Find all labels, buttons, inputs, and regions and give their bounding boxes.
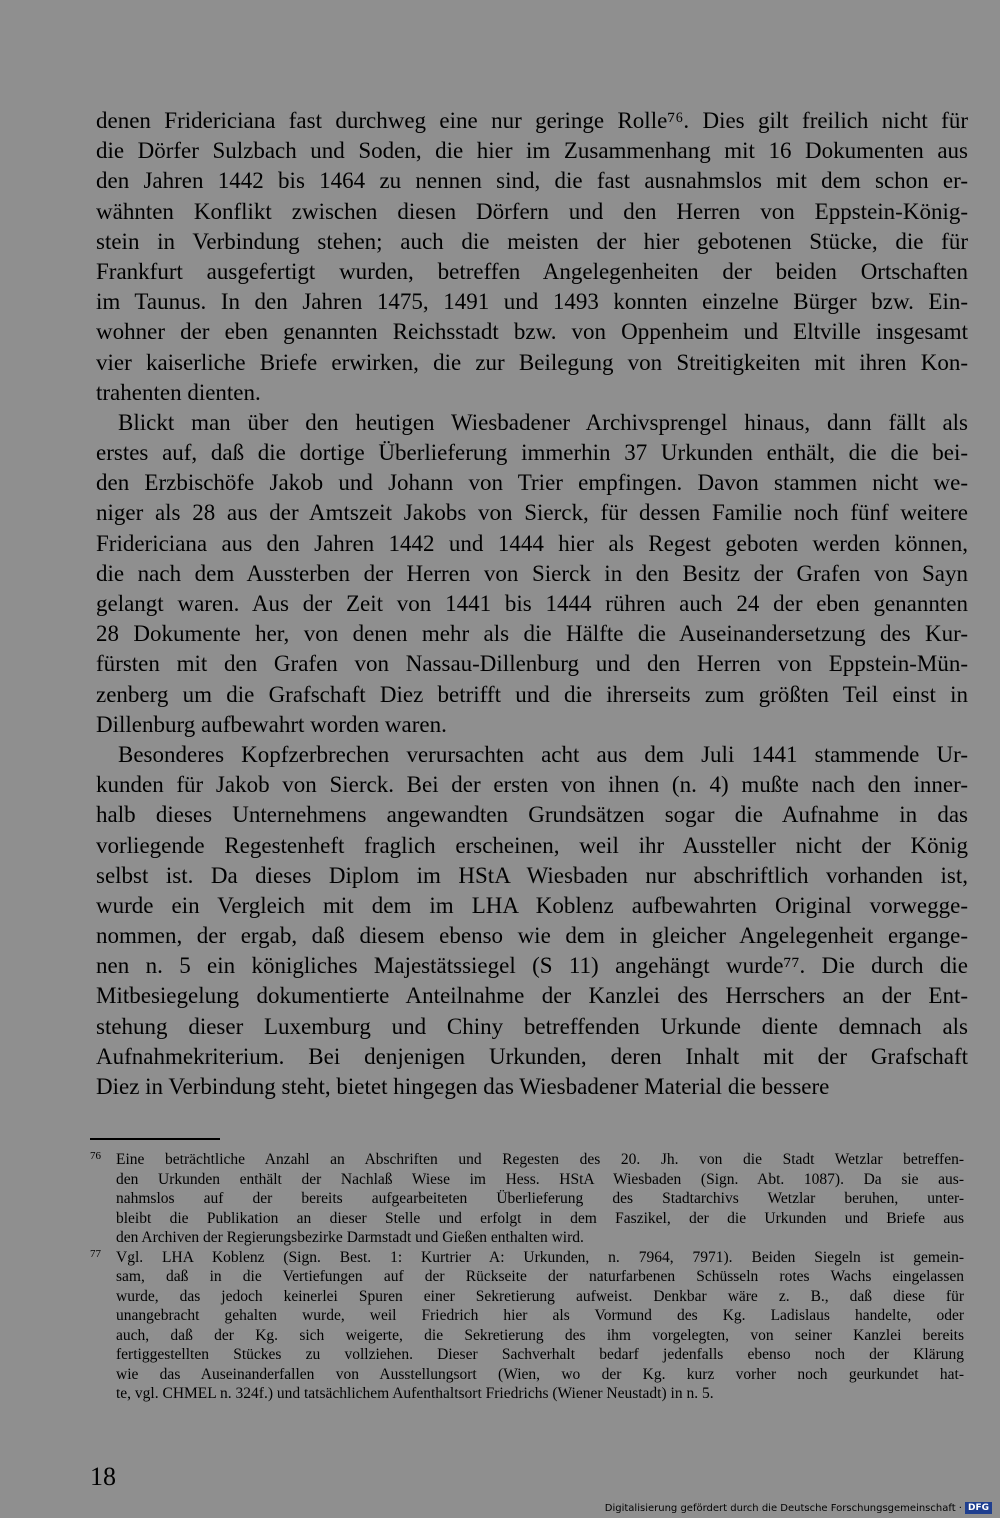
text-line: niger als 28 aus der Amtszeit Jakobs von Sierck, für dessen Familie noch fünf weitere (96, 500, 968, 526)
footnote-line: fertiggestellten Stückes zu vollziehen. Dieser Sachverhalt bedarf jedenfalls ebenso noch der Klärung (116, 1346, 964, 1363)
footnote-row (90, 1228, 964, 1248)
text-line: wähnten Konflikt zwischen diesen Dörfern und den Herren von Eppstein-König- (96, 198, 968, 224)
footnote (90, 1248, 964, 1404)
footnote-line: den Archiven der Regierungsbezirke Darmstadt und Gießen enthalten wird. (116, 1229, 584, 1246)
text-line: Fridericiana aus den Jahren 1442 und 1444 hier als Regest geboten werden können, (96, 530, 968, 556)
text-line: nommen, der ergab, daß diesem ebenso wie dem in gleicher Angelegenheit ergange- (96, 923, 968, 949)
text-line: Dillenburg aufbewahrt worden waren. (96, 711, 447, 737)
footnote-line: sam, daß in die Vertiefungen auf der Rückseite der naturfarbenen Schüsseln rotes Wachs eingelassen (116, 1268, 964, 1285)
text-line: vorliegende Regestenheft fraglich erscheinen, weil ihr Aussteller nicht der König (96, 832, 968, 858)
footnote-mark: 76 (90, 1150, 101, 1162)
footnote-line: unangebracht gehalten wurde, weil Friedrich hier als Vormund des Kg. Ladislaus handelte, oder (116, 1307, 964, 1324)
footnote-row (90, 1209, 964, 1229)
footnote-line: wurde, das jedoch keinerlei Spuren einer Sekretierung aufweist. Denkbar wäre z. B., daß diese für (116, 1287, 964, 1305)
text-line: vier kaiserliche Briefe erwirken, die zur Beilegung von Streitigkeiten mit ihren Kon- (96, 349, 968, 375)
text-line: wurde ein Vergleich mit dem im LHA Koblenz aufbewahrten Original vorwegge- (96, 892, 968, 918)
footnote-row (90, 1248, 964, 1268)
footnote-row (90, 1189, 964, 1209)
text-line: stehung dieser Luxemburg und Chiny betreffenden Urkunde diente demnach als (96, 1013, 968, 1039)
page-number: 18 (90, 1462, 116, 1491)
text-line: den Erzbischöfe Jakob und Johann von Trier empfingen. Davon stammen nicht we- (96, 470, 968, 496)
footnote (90, 1150, 964, 1248)
text-line: 28 Dokumente her, von denen mehr als die Hälfte die Auseinandersetzung des Kur- (96, 621, 968, 647)
text-line: Aufnahmekriterium. Bei denjenigen Urkunden, deren Inhalt mit der Grafschaft (96, 1043, 968, 1069)
footnote-mark: 77 (90, 1247, 101, 1260)
footnotes (90, 1150, 964, 1404)
text-line: Blickt man über den heutigen Wiesbadener Archivsprengel hinaus, dann fällt als (118, 409, 968, 435)
footnote-line: auch, daß der Kg. sich weigerte, die Sekretierung des ihm vorgelegten, von seiner Kanzlei bereits (116, 1326, 964, 1344)
text-line: Frankfurt ausgefertigt wurden, betreffen Angelegenheiten der beiden Ortschaften (96, 258, 968, 284)
footnote-line: Vgl. LHA Koblenz (Sign. Best. 1: Kurtrier A: Urkunden, n. 7964, 7971). Beiden Siegeln ist gemein- (116, 1248, 964, 1266)
digitization-credit (605, 1502, 992, 1514)
text-line: nen n. 5 ein königliches Majestätssiegel (S 11) angehängt wurde⁷⁷. Die durch die (96, 953, 968, 979)
credit-text: Digitalisierung gefördert durch die Deutsche Forschungsgemeinschaft · (604, 1502, 962, 1514)
text-line: trahenten dienten. (96, 379, 261, 405)
text-line: halb dieses Unternehmens angewandten Grundsätzen sogar die Aufnahme in das (96, 802, 968, 828)
footnote-line: Eine beträchtliche Anzahl an Abschriften und Regesten des 20. Jh. von die Stadt Wetzlar betreffen- (116, 1151, 964, 1168)
text-line: die Dörfer Sulzbach und Soden, die hier im Zusammenhang mit 16 Dokumenten aus (96, 138, 968, 164)
text-line: zenberg um die Grafschaft Diez betrifft und die ihrerseits zum größten Teil einst in (96, 681, 968, 707)
footnote-row (90, 1384, 964, 1404)
footnote-row (90, 1170, 964, 1190)
footnote-line: wie das Auseinanderfallen von Ausstellungsort (Wien, wo der Kg. kurz vorher noch geurkundet hat- (116, 1365, 964, 1383)
dfg-logo: DFG (965, 1502, 992, 1514)
text-line: stein in Verbindung stehen; auch die meisten der hier gebotenen Stücke, die für (96, 228, 968, 254)
footnote-divider (90, 1138, 220, 1140)
text-line: denen Fridericiana fast durchweg eine nur geringe Rolle⁷⁶. Dies gilt freilich nicht für (96, 108, 968, 133)
text-line: fürsten mit den Grafen von Nassau-Dillenburg und den Herren von Eppstein-Mün- (96, 651, 968, 677)
footnote-line: te, vgl. CHMEL n. 324f.) und tatsächlichem Aufenthaltsort Friedrichs (Wiener Neustadt) in n. 5. (116, 1385, 714, 1402)
text-line: erstes auf, daß die dortige Überlieferung immerhin 37 Urkunden enthält, die die bei- (96, 440, 968, 466)
text-line: den Jahren 1442 bis 1464 zu nennen sind, die fast ausnahmslos mit dem schon er- (96, 168, 968, 194)
footnote-row (90, 1365, 964, 1385)
footnote-row (90, 1306, 964, 1326)
footnote-row (90, 1345, 964, 1365)
footnote-row (90, 1267, 964, 1287)
footnote-line: nahmslos auf der bereits aufgearbeiteten Überlieferung des Stadtarchivs Wetzlar beruhen, unter- (116, 1190, 964, 1207)
text-line: Mitbesiegelung dokumentierte Anteilnahme der Kanzlei des Herrschers an der Ent- (96, 983, 968, 1009)
footnote-row (90, 1326, 964, 1346)
text-line: die nach dem Aussterben der Herren von Sierck in den Besitz der Grafen von Sayn (96, 560, 968, 586)
text-line: im Taunus. In den Jahren 1475, 1491 und 1493 konnten einzelne Bürger bzw. Ein- (96, 289, 968, 315)
text-line: Besonderes Kopfzerbrechen verursachten acht aus dem Juli 1441 stammende Ur- (118, 741, 968, 767)
text-line: Diez in Verbindung steht, bietet hingegen das Wiesbadener Material die bessere (96, 1074, 830, 1099)
text-line: selbst ist. Da dieses Diplom im HStA Wiesbaden nur abschriftlich vorhanden ist, (96, 862, 968, 888)
text-line: kunden für Jakob von Sierck. Bei der ersten von ihnen (n. 4) mußte nach den inner- (96, 772, 968, 798)
footnote-row (90, 1150, 964, 1170)
text-line: wohner der eben genannten Reichsstadt bzw. von Oppenheim und Eltville insgesamt (96, 319, 968, 345)
footnote-line: den Urkunden enthält der Nachlaß Wiese im Hess. HStA Wiesbaden (Sign. Abt. 1087). Da sie aus- (116, 1170, 964, 1188)
footnote-line: bleibt die Publikation an dieser Stelle und erfolgt in dem Faszikel, der die Urkunden und Briefe aus (116, 1209, 964, 1227)
footnote-row (90, 1287, 964, 1307)
text-line: gelangt waren. Aus der Zeit von 1441 bis 1444 rühren auch 24 der eben genannten (96, 591, 968, 616)
main-text (96, 106, 968, 1102)
